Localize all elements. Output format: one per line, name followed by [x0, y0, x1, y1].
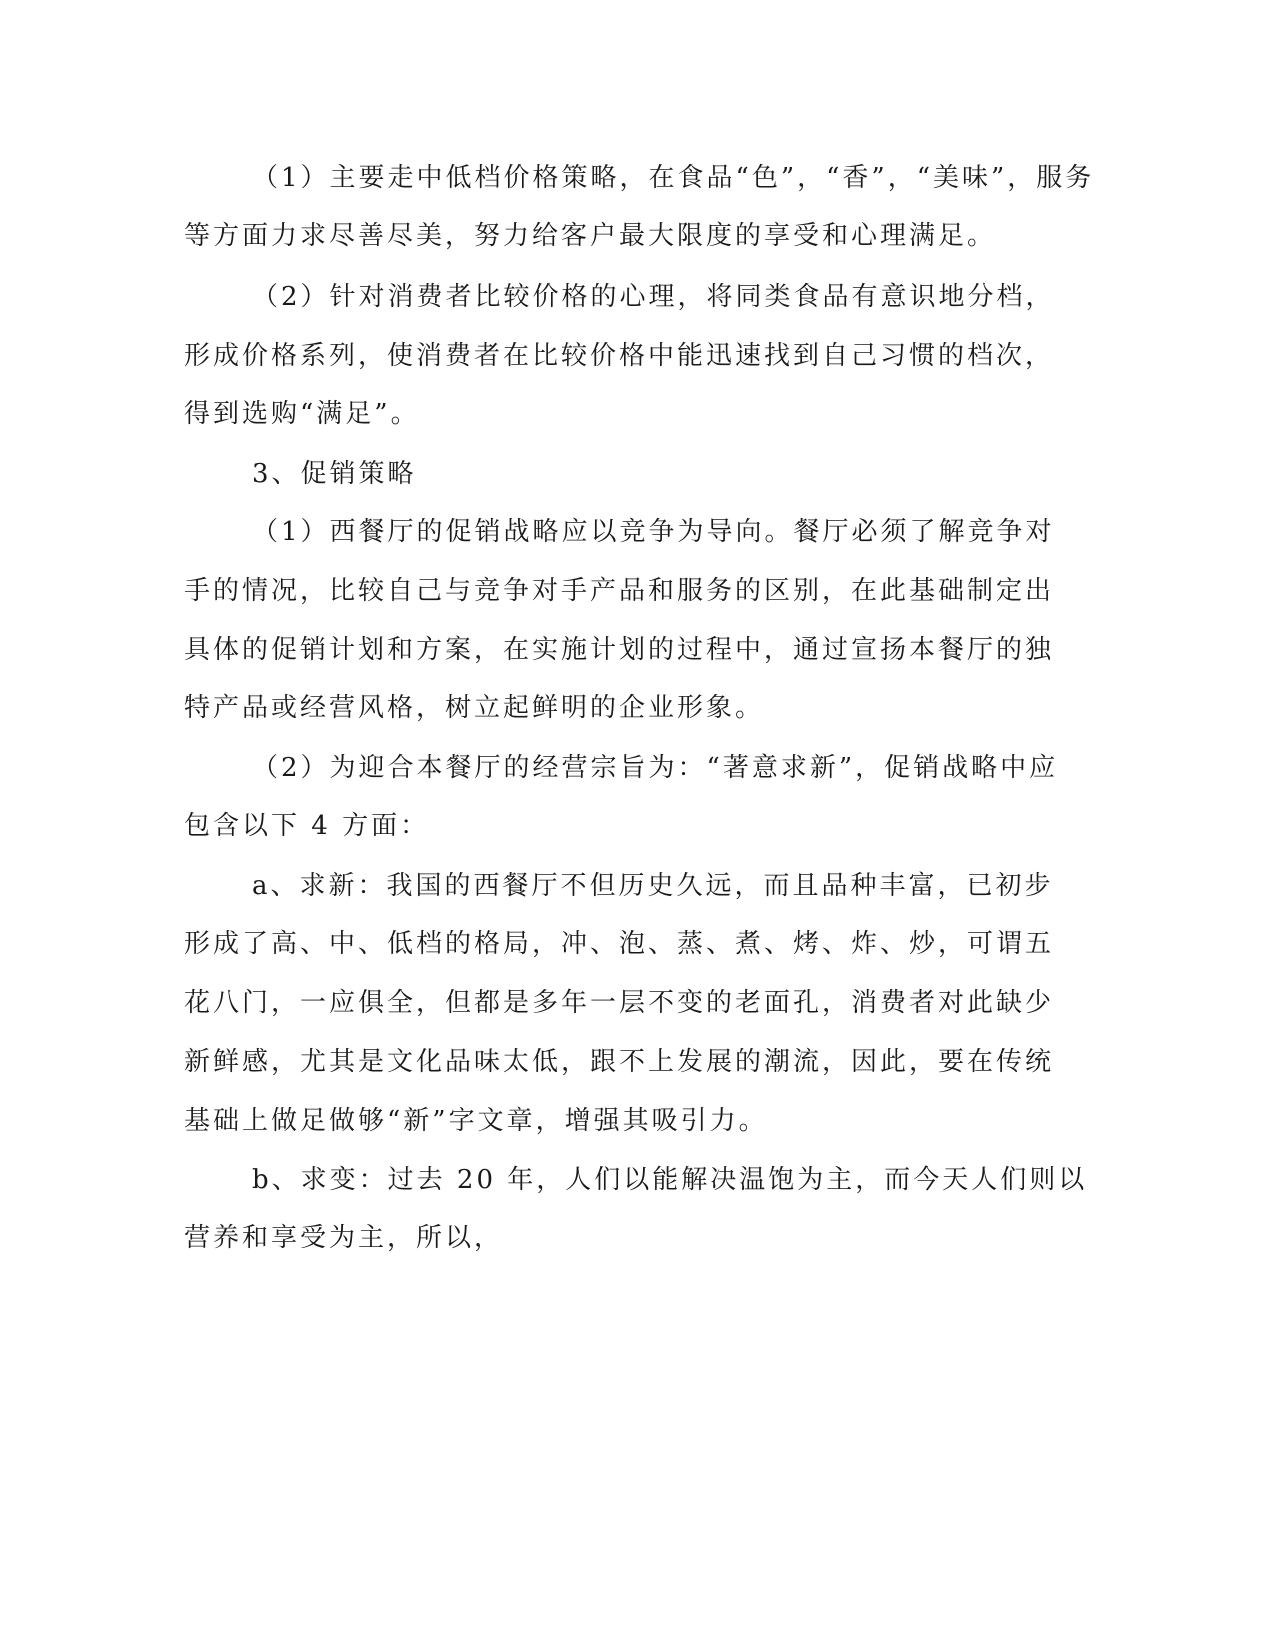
text-line: 形成价格系列，使消费者在比较价格中能迅速找到自己习惯的档次， [184, 341, 1055, 371]
text-line: 花八门，一应俱全，但都是多年一层不变的老面孔，消费者对此缺少 [184, 988, 1055, 1018]
text-line: a、求新：我国的西餐厅不但历史久远，而且品种丰富，已初步 [252, 871, 1054, 901]
text-line: （1）主要走中低档价格策略，在食品“色”，“香”，“美味”，服务 [252, 163, 1095, 193]
text-line: 新鲜感，尤其是文化品味太低，跟不上发展的潮流，因此，要在传统 [184, 1047, 1055, 1077]
text-line: 营养和享受为主，所以， [184, 1223, 504, 1253]
text-line: 包含以下 4 方面： [184, 811, 430, 841]
text-line: 手的情况，比较自己与竞争对手产品和服务的区别，在此基础制定出 [184, 576, 1055, 606]
text-line: 得到选购“满足”。 [184, 399, 420, 429]
text-line: （1）西餐厅的促销战略应以竞争为导向。餐厅必须了解竞争对 [252, 517, 1055, 547]
text-line: （2）针对消费者比较价格的心理，将同类食品有意识地分档， [252, 282, 1055, 312]
text-line: 基础上做足做够“新”字文章，增强其吸引力。 [184, 1106, 768, 1136]
text-line: 等方面力求尽善尽美，努力给客户最大限度的享受和心理满足。 [184, 221, 997, 251]
section-heading: 3、促销策略 [252, 459, 417, 489]
text-line: 具体的促销计划和方案，在实施计划的过程中，通过宣扬本餐厅的独 [184, 635, 1055, 665]
text-line: 形成了高、中、低档的格局，冲、泡、蒸、煮、烤、炸、炒，可谓五 [184, 929, 1055, 959]
text-line: （2）为迎合本餐厅的经营宗旨为：“著意求新”，促销战略中应 [252, 753, 1059, 783]
text-line: b、求变：过去 20 年，人们以能解决温饱为主，而今天人们则以 [252, 1165, 1088, 1195]
text-line: 特产品或经营风格，树立起鲜明的企业形象。 [184, 693, 765, 723]
